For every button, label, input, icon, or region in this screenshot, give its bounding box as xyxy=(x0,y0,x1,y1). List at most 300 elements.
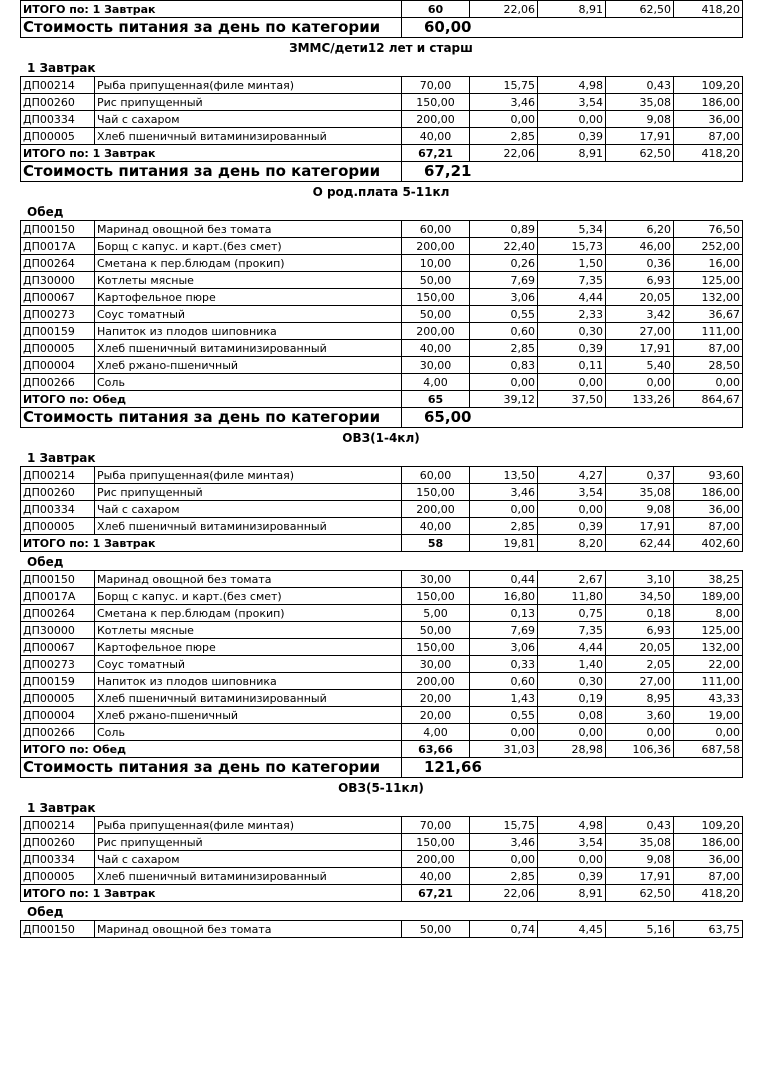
dish-qty: 60,00 xyxy=(402,467,470,484)
dish-carbs: 9,08 xyxy=(606,501,674,518)
total-price: 67,21 xyxy=(402,885,470,902)
dish-name: Маринад овощной без томата xyxy=(95,571,402,588)
dish-fat: 7,35 xyxy=(538,272,606,289)
dish-kcal: 87,00 xyxy=(674,340,743,357)
dish-protein: 0,00 xyxy=(470,851,538,868)
dish-kcal: 0,00 xyxy=(674,724,743,741)
total-price: 67,21 xyxy=(402,145,470,162)
dish-name: Хлеб пшеничный витаминизированный xyxy=(95,340,402,357)
dish-fat: 0,00 xyxy=(538,501,606,518)
total-kcal: 687,58 xyxy=(674,741,743,758)
dish-qty: 200,00 xyxy=(402,323,470,340)
dish-row xyxy=(21,272,743,289)
dish-qty: 40,00 xyxy=(402,868,470,885)
dish-qty: 150,00 xyxy=(402,289,470,306)
dish-name: Рыба припущенная(филе минтая) xyxy=(95,77,402,94)
dish-name: Борщ с капус. и карт.(без смет) xyxy=(95,238,402,255)
dish-row xyxy=(21,357,743,374)
dish-carbs: 35,08 xyxy=(606,484,674,501)
dish-kcal: 186,00 xyxy=(674,94,743,111)
dish-qty: 70,00 xyxy=(402,817,470,834)
dish-protein: 0,00 xyxy=(470,724,538,741)
dish-carbs: 3,42 xyxy=(606,306,674,323)
dish-qty: 40,00 xyxy=(402,128,470,145)
meal-table xyxy=(20,220,743,428)
dish-qty: 4,00 xyxy=(402,374,470,391)
total-fat: 8,91 xyxy=(538,145,606,162)
dish-protein: 0,74 xyxy=(470,921,538,938)
dish-name: Чай с сахаром xyxy=(95,851,402,868)
dish-kcal: 125,00 xyxy=(674,272,743,289)
daily-cost-value: 67,21 xyxy=(402,162,743,182)
meal-total-row xyxy=(21,391,743,408)
dish-kcal: 76,50 xyxy=(674,221,743,238)
dish-name: Соль xyxy=(95,374,402,391)
dish-name: Хлеб пшеничный витаминизированный xyxy=(95,518,402,535)
total-carbs: 62,50 xyxy=(606,145,674,162)
dish-name: Картофельное пюре xyxy=(95,639,402,656)
total-carbs: 62,50 xyxy=(606,1,674,18)
dish-carbs: 3,60 xyxy=(606,707,674,724)
dish-code: ДП00150 xyxy=(21,571,95,588)
dish-carbs: 17,91 xyxy=(606,340,674,357)
dish-code: ДП00214 xyxy=(21,467,95,484)
dish-qty: 150,00 xyxy=(402,639,470,656)
dish-code: ДП00266 xyxy=(21,724,95,741)
dish-fat: 1,40 xyxy=(538,656,606,673)
meal-title: Обед xyxy=(27,205,64,219)
dish-code: ДП00150 xyxy=(21,921,95,938)
dish-code: ДП00334 xyxy=(21,501,95,518)
dish-qty: 150,00 xyxy=(402,834,470,851)
dish-name: Хлеб пшеничный витаминизированный xyxy=(95,690,402,707)
dish-qty: 60,00 xyxy=(402,221,470,238)
dish-name: Маринад овощной без томата xyxy=(95,921,402,938)
dish-qty: 150,00 xyxy=(402,94,470,111)
dish-protein: 22,40 xyxy=(470,238,538,255)
dish-carbs: 5,40 xyxy=(606,357,674,374)
total-fat: 8,20 xyxy=(538,535,606,552)
dish-fat: 15,73 xyxy=(538,238,606,255)
dish-code: ДП00273 xyxy=(21,306,95,323)
dish-code: ДП00260 xyxy=(21,484,95,501)
dish-qty: 50,00 xyxy=(402,921,470,938)
daily-cost-row xyxy=(21,18,743,38)
dish-fat: 3,54 xyxy=(538,834,606,851)
dish-fat: 4,98 xyxy=(538,77,606,94)
dish-carbs: 9,08 xyxy=(606,111,674,128)
dish-fat: 11,80 xyxy=(538,588,606,605)
dish-carbs: 17,91 xyxy=(606,128,674,145)
dish-name: Рис припущенный xyxy=(95,484,402,501)
dish-qty: 200,00 xyxy=(402,111,470,128)
dish-row xyxy=(21,851,743,868)
dish-kcal: 93,60 xyxy=(674,467,743,484)
dish-code: ДП00150 xyxy=(21,221,95,238)
dish-row xyxy=(21,255,743,272)
dish-code: ДП00005 xyxy=(21,340,95,357)
total-protein: 31,03 xyxy=(470,741,538,758)
meal-table xyxy=(20,570,743,778)
dish-row xyxy=(21,588,743,605)
dish-fat: 0,39 xyxy=(538,340,606,357)
dish-carbs: 0,00 xyxy=(606,724,674,741)
dish-name: Рыба припущенная(филе минтая) xyxy=(95,467,402,484)
dish-code: ДП30000 xyxy=(21,622,95,639)
dish-protein: 7,69 xyxy=(470,622,538,639)
total-protein: 22,06 xyxy=(470,1,538,18)
dish-kcal: 87,00 xyxy=(674,868,743,885)
dish-protein: 3,06 xyxy=(470,639,538,656)
dish-kcal: 36,00 xyxy=(674,111,743,128)
dish-qty: 20,00 xyxy=(402,690,470,707)
dish-protein: 7,69 xyxy=(470,272,538,289)
total-kcal: 418,20 xyxy=(674,145,743,162)
total-carbs: 62,50 xyxy=(606,885,674,902)
total-carbs: 133,26 xyxy=(606,391,674,408)
dish-code: ДП0017А xyxy=(21,588,95,605)
dish-code: ДП30000 xyxy=(21,272,95,289)
total-label: ИТОГО по: 1 Завтрак xyxy=(21,535,402,552)
meal-total-row xyxy=(21,535,743,552)
dish-qty: 40,00 xyxy=(402,518,470,535)
dish-qty: 50,00 xyxy=(402,622,470,639)
total-kcal: 418,20 xyxy=(674,885,743,902)
daily-cost-row xyxy=(21,758,743,778)
dish-kcal: 87,00 xyxy=(674,518,743,535)
dish-protein: 13,50 xyxy=(470,467,538,484)
dish-kcal: 19,00 xyxy=(674,707,743,724)
dish-carbs: 46,00 xyxy=(606,238,674,255)
dish-fat: 2,33 xyxy=(538,306,606,323)
dish-fat: 7,35 xyxy=(538,622,606,639)
daily-cost-value: 60,00 xyxy=(402,18,743,38)
dish-fat: 0,00 xyxy=(538,111,606,128)
dish-name: Соус томатный xyxy=(95,656,402,673)
dish-name: Напиток из плодов шиповника xyxy=(95,673,402,690)
dish-carbs: 0,18 xyxy=(606,605,674,622)
dish-protein: 0,83 xyxy=(470,357,538,374)
total-kcal: 864,67 xyxy=(674,391,743,408)
dish-code: ДП00005 xyxy=(21,518,95,535)
dish-protein: 1,43 xyxy=(470,690,538,707)
dish-code: ДП00005 xyxy=(21,868,95,885)
dish-row xyxy=(21,323,743,340)
dish-code: ДП00067 xyxy=(21,289,95,306)
dish-kcal: 186,00 xyxy=(674,484,743,501)
meal-table xyxy=(20,816,743,902)
dish-row xyxy=(21,289,743,306)
dish-name: Рыба припущенная(филе минтая) xyxy=(95,817,402,834)
dish-row xyxy=(21,690,743,707)
dish-name: Соус томатный xyxy=(95,306,402,323)
dish-carbs: 6,93 xyxy=(606,622,674,639)
total-label: ИТОГО по: Обед xyxy=(21,391,402,408)
dish-row xyxy=(21,518,743,535)
dish-fat: 0,39 xyxy=(538,128,606,145)
dish-qty: 20,00 xyxy=(402,707,470,724)
dish-qty: 200,00 xyxy=(402,238,470,255)
dish-kcal: 111,00 xyxy=(674,323,743,340)
total-protein: 39,12 xyxy=(470,391,538,408)
dish-protein: 2,85 xyxy=(470,340,538,357)
dish-fat: 3,54 xyxy=(538,484,606,501)
dish-row xyxy=(21,571,743,588)
meal-total-row xyxy=(21,145,743,162)
dish-qty: 30,00 xyxy=(402,656,470,673)
dish-fat: 0,75 xyxy=(538,605,606,622)
dish-kcal: 63,75 xyxy=(674,921,743,938)
dish-fat: 0,00 xyxy=(538,724,606,741)
dish-protein: 3,46 xyxy=(470,834,538,851)
dish-row xyxy=(21,656,743,673)
dish-protein: 15,75 xyxy=(470,817,538,834)
dish-row xyxy=(21,467,743,484)
meal-total-row xyxy=(21,1,743,18)
top-fragment-table xyxy=(20,0,743,38)
dish-kcal: 111,00 xyxy=(674,673,743,690)
dish-kcal: 109,20 xyxy=(674,817,743,834)
dish-code: ДП00004 xyxy=(21,707,95,724)
meal-title: 1 Завтрак xyxy=(27,451,96,465)
dish-fat: 3,54 xyxy=(538,94,606,111)
dish-kcal: 36,00 xyxy=(674,851,743,868)
dish-name: Хлеб ржано-пшеничный xyxy=(95,357,402,374)
dish-qty: 50,00 xyxy=(402,272,470,289)
dish-carbs: 6,20 xyxy=(606,221,674,238)
dish-kcal: 125,00 xyxy=(674,622,743,639)
dish-carbs: 0,37 xyxy=(606,467,674,484)
dish-kcal: 36,00 xyxy=(674,501,743,518)
total-label: ИТОГО по: 1 Завтрак xyxy=(21,145,402,162)
daily-cost-row xyxy=(21,162,743,182)
dish-row xyxy=(21,238,743,255)
dish-carbs: 35,08 xyxy=(606,834,674,851)
dish-fat: 0,30 xyxy=(538,323,606,340)
meal-table xyxy=(20,76,743,182)
daily-cost-label: Стоимость питания за день по категории xyxy=(21,408,402,428)
dish-row xyxy=(21,94,743,111)
dish-name: Чай с сахаром xyxy=(95,501,402,518)
dish-name: Маринад овощной без томата xyxy=(95,221,402,238)
dish-row xyxy=(21,128,743,145)
dish-protein: 0,13 xyxy=(470,605,538,622)
dish-fat: 0,00 xyxy=(538,851,606,868)
dish-carbs: 17,91 xyxy=(606,868,674,885)
dish-protein: 2,85 xyxy=(470,128,538,145)
category-title: ОВЗ(1-4кл) xyxy=(342,431,420,445)
dish-qty: 200,00 xyxy=(402,673,470,690)
dish-protein: 0,60 xyxy=(470,673,538,690)
dish-code: ДП00005 xyxy=(21,128,95,145)
dish-row xyxy=(21,622,743,639)
dish-code: ДП00214 xyxy=(21,817,95,834)
dish-protein: 0,55 xyxy=(470,306,538,323)
dish-carbs: 3,10 xyxy=(606,571,674,588)
dish-fat: 0,30 xyxy=(538,673,606,690)
dish-code: ДП00260 xyxy=(21,94,95,111)
dish-name: Рис припущенный xyxy=(95,834,402,851)
dish-kcal: 186,00 xyxy=(674,834,743,851)
dish-kcal: 132,00 xyxy=(674,639,743,656)
dish-kcal: 0,00 xyxy=(674,374,743,391)
daily-cost-value: 65,00 xyxy=(402,408,743,428)
dish-kcal: 36,67 xyxy=(674,306,743,323)
dish-qty: 40,00 xyxy=(402,340,470,357)
total-kcal: 402,60 xyxy=(674,535,743,552)
dish-name: Картофельное пюре xyxy=(95,289,402,306)
total-label: ИТОГО по: 1 Завтрак xyxy=(21,885,402,902)
total-fat: 8,91 xyxy=(538,885,606,902)
total-carbs: 106,36 xyxy=(606,741,674,758)
dish-kcal: 8,00 xyxy=(674,605,743,622)
total-label: ИТОГО по: 1 Завтрак xyxy=(21,1,402,18)
meal-title: 1 Завтрак xyxy=(27,61,96,75)
dish-code: ДП00264 xyxy=(21,605,95,622)
dish-protein: 0,55 xyxy=(470,707,538,724)
dish-carbs: 20,05 xyxy=(606,639,674,656)
dish-carbs: 5,16 xyxy=(606,921,674,938)
dish-row xyxy=(21,306,743,323)
dish-fat: 0,39 xyxy=(538,868,606,885)
total-label: ИТОГО по: Обед xyxy=(21,741,402,758)
dish-row xyxy=(21,707,743,724)
total-price: 60 xyxy=(402,1,470,18)
dish-name: Хлеб пшеничный витаминизированный xyxy=(95,868,402,885)
dish-name: Борщ с капус. и карт.(без смет) xyxy=(95,588,402,605)
dish-row xyxy=(21,921,743,938)
dish-kcal: 28,50 xyxy=(674,357,743,374)
dish-protein: 0,44 xyxy=(470,571,538,588)
daily-cost-label: Стоимость питания за день по категории xyxy=(21,162,402,182)
dish-name: Рис припущенный xyxy=(95,94,402,111)
total-fat: 28,98 xyxy=(538,741,606,758)
dish-name: Чай с сахаром xyxy=(95,111,402,128)
dish-carbs: 20,05 xyxy=(606,289,674,306)
dish-kcal: 38,25 xyxy=(674,571,743,588)
dish-row xyxy=(21,724,743,741)
category-title: О род.плата 5-11кл xyxy=(312,185,450,199)
dish-protein: 3,06 xyxy=(470,289,538,306)
dish-carbs: 27,00 xyxy=(606,673,674,690)
dish-code: ДП00264 xyxy=(21,255,95,272)
dish-row xyxy=(21,484,743,501)
total-price: 65 xyxy=(402,391,470,408)
meal-total-row xyxy=(21,741,743,758)
dish-protein: 15,75 xyxy=(470,77,538,94)
dish-qty: 150,00 xyxy=(402,588,470,605)
dish-code: ДП00214 xyxy=(21,77,95,94)
dish-carbs: 9,08 xyxy=(606,851,674,868)
dish-row xyxy=(21,111,743,128)
total-price: 63,66 xyxy=(402,741,470,758)
dish-code: ДП00260 xyxy=(21,834,95,851)
dish-code: ДП00067 xyxy=(21,639,95,656)
dish-row xyxy=(21,221,743,238)
dish-qty: 200,00 xyxy=(402,501,470,518)
dish-qty: 30,00 xyxy=(402,571,470,588)
meal-table xyxy=(20,466,743,552)
dish-code: ДП00273 xyxy=(21,656,95,673)
meal-title: 1 Завтрак xyxy=(27,801,96,815)
dish-row xyxy=(21,77,743,94)
dish-fat: 0,08 xyxy=(538,707,606,724)
dish-carbs: 6,93 xyxy=(606,272,674,289)
daily-cost-label: Стоимость питания за день по категории xyxy=(21,758,402,778)
dish-protein: 3,46 xyxy=(470,484,538,501)
total-kcal: 418,20 xyxy=(674,1,743,18)
total-protein: 19,81 xyxy=(470,535,538,552)
dish-code: ДП00004 xyxy=(21,357,95,374)
dish-qty: 5,00 xyxy=(402,605,470,622)
dish-row xyxy=(21,374,743,391)
dish-name: Котлеты мясные xyxy=(95,272,402,289)
dish-kcal: 87,00 xyxy=(674,128,743,145)
dish-code: ДП00266 xyxy=(21,374,95,391)
dish-row xyxy=(21,817,743,834)
dish-name: Сметана к пер.блюдам (прокип) xyxy=(95,605,402,622)
dish-fat: 4,45 xyxy=(538,921,606,938)
daily-cost-row xyxy=(21,408,743,428)
dish-kcal: 132,00 xyxy=(674,289,743,306)
dish-protein: 0,00 xyxy=(470,374,538,391)
dish-qty: 70,00 xyxy=(402,77,470,94)
dish-fat: 0,39 xyxy=(538,518,606,535)
dish-fat: 4,98 xyxy=(538,817,606,834)
dish-name: Напиток из плодов шиповника xyxy=(95,323,402,340)
dish-kcal: 109,20 xyxy=(674,77,743,94)
dish-name: Сметана к пер.блюдам (прокип) xyxy=(95,255,402,272)
dish-carbs: 0,36 xyxy=(606,255,674,272)
dish-protein: 0,00 xyxy=(470,501,538,518)
total-fat: 8,91 xyxy=(538,1,606,18)
dish-fat: 2,67 xyxy=(538,571,606,588)
category-title: ЗММС/дети12 лет и старш xyxy=(289,41,473,55)
dish-qty: 10,00 xyxy=(402,255,470,272)
dish-carbs: 8,95 xyxy=(606,690,674,707)
dish-row xyxy=(21,834,743,851)
dish-protein: 16,80 xyxy=(470,588,538,605)
dish-protein: 0,00 xyxy=(470,111,538,128)
dish-protein: 0,89 xyxy=(470,221,538,238)
dish-protein: 3,46 xyxy=(470,94,538,111)
dish-row xyxy=(21,673,743,690)
dish-fat: 4,44 xyxy=(538,289,606,306)
dish-code: ДП00334 xyxy=(21,111,95,128)
dish-kcal: 252,00 xyxy=(674,238,743,255)
dish-carbs: 34,50 xyxy=(606,588,674,605)
dish-fat: 0,00 xyxy=(538,374,606,391)
total-price: 58 xyxy=(402,535,470,552)
dish-row xyxy=(21,501,743,518)
dish-carbs: 0,43 xyxy=(606,77,674,94)
meal-title: Обед xyxy=(27,905,64,919)
dish-protein: 0,60 xyxy=(470,323,538,340)
dish-name: Хлеб пшеничный витаминизированный xyxy=(95,128,402,145)
dish-code: ДП00005 xyxy=(21,690,95,707)
dish-row xyxy=(21,340,743,357)
dish-carbs: 0,00 xyxy=(606,374,674,391)
dish-carbs: 27,00 xyxy=(606,323,674,340)
dish-code: ДП0017А xyxy=(21,238,95,255)
category-title: ОВЗ(5-11кл) xyxy=(338,781,424,795)
dish-protein: 0,26 xyxy=(470,255,538,272)
dish-qty: 150,00 xyxy=(402,484,470,501)
dish-fat: 0,11 xyxy=(538,357,606,374)
total-protein: 22,06 xyxy=(470,145,538,162)
dish-fat: 4,44 xyxy=(538,639,606,656)
dish-code: ДП00334 xyxy=(21,851,95,868)
